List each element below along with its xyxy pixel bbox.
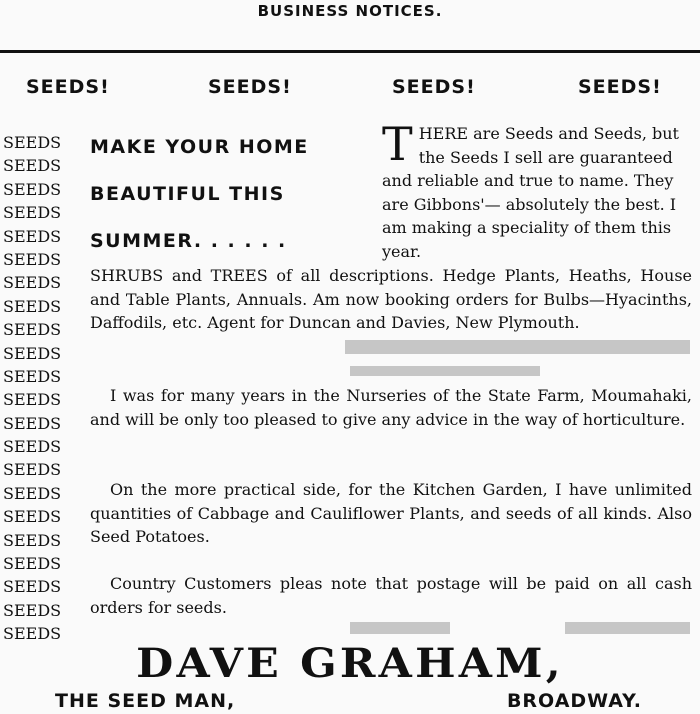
seeds-column-item: SEEDS	[3, 554, 62, 574]
header-rule	[0, 50, 700, 53]
practical-paragraph: On the more practical side, for the Kitchen Garden, I have unlimited quantities of Cabbage and Cauliflower Plants, and seeds of all kinds. Also Seed Potatoes.	[90, 480, 692, 547]
advertiser-name: DAVE GRAHAM,	[136, 640, 564, 687]
intro-text: HERE are Seeds and Seeds, but the Seeds I sell are guaranteed and reliable and true to name. They are Gibbons'— absolutely the best. I am making a speciality of them this year.	[382, 124, 679, 261]
print-smudge	[350, 366, 540, 376]
dropcap: T	[382, 117, 413, 171]
seeds-banner-item: SEEDS!	[392, 76, 476, 98]
print-smudge	[350, 622, 450, 634]
seeds-column-item: SEEDS	[3, 179, 62, 199]
seeds-column-item: SEEDS	[3, 624, 62, 644]
seeds-column	[3, 131, 83, 646]
seeds-banner	[0, 76, 700, 102]
nurseries-paragraph: I was for many years in the Nurseries of the State Farm, Moumahaki, and will be only too pleased to give any advice in the way of horticulture.	[90, 386, 692, 429]
seeds-column-item: SEEDS	[3, 460, 62, 480]
country-paragraph: Country Customers pleas note that postage will be paid on all cash orders for seeds.	[90, 574, 692, 617]
headline-line: SUMMER. . . . . .	[90, 230, 287, 252]
seeds-column-item: SEEDS	[3, 320, 62, 340]
seeds-banner-item: SEEDS!	[578, 76, 662, 98]
seeds-column-item: SEEDS	[3, 203, 62, 223]
intro-block	[382, 117, 692, 264]
print-smudge	[565, 622, 690, 634]
seeds-column-item: SEEDS	[3, 133, 62, 152]
seeds-column-item: SEEDS	[3, 437, 62, 457]
section-header: BUSINESS NOTICES.	[257, 2, 443, 20]
headline-line: BEAUTIFUL THIS	[90, 183, 285, 205]
seeds-column-item: SEEDS	[3, 390, 62, 410]
seeds-banner-item: SEEDS!	[26, 76, 110, 98]
seeds-column-item: SEEDS	[3, 343, 62, 363]
seeds-column-item: SEEDS	[3, 296, 62, 316]
seeds-column-item: SEEDS	[3, 366, 62, 386]
headline	[90, 124, 370, 265]
seeds-column-item: SEEDS	[3, 507, 62, 527]
advertiser-title: THE SEED MAN,	[55, 690, 236, 712]
seeds-column-item: SEEDS	[3, 273, 62, 293]
seeds-column-item: SEEDS	[3, 226, 62, 246]
shrubs-paragraph: SHRUBS and TREES of all descriptions. Hedge Plants, Heaths, House and Table Plants, Annuals. Am now booking orders for Bulbs—Hyacinths, Daffodils, etc. Agent for Duncan and Davies, New Plymouth.	[90, 266, 692, 333]
seeds-column-item: SEEDS	[3, 483, 62, 503]
seeds-column-item: SEEDS	[3, 156, 62, 176]
print-smudge	[345, 340, 690, 354]
headline-line: MAKE YOUR HOME	[90, 136, 309, 158]
seeds-column-item: SEEDS	[3, 249, 62, 269]
seeds-column-item: SEEDS	[3, 600, 62, 620]
advertiser-location: BROADWAY.	[506, 690, 642, 712]
seeds-banner-item: SEEDS!	[208, 76, 292, 98]
seeds-column-item: SEEDS	[3, 530, 62, 550]
seeds-column-item: SEEDS	[3, 577, 62, 597]
seeds-column-item: SEEDS	[3, 413, 62, 433]
